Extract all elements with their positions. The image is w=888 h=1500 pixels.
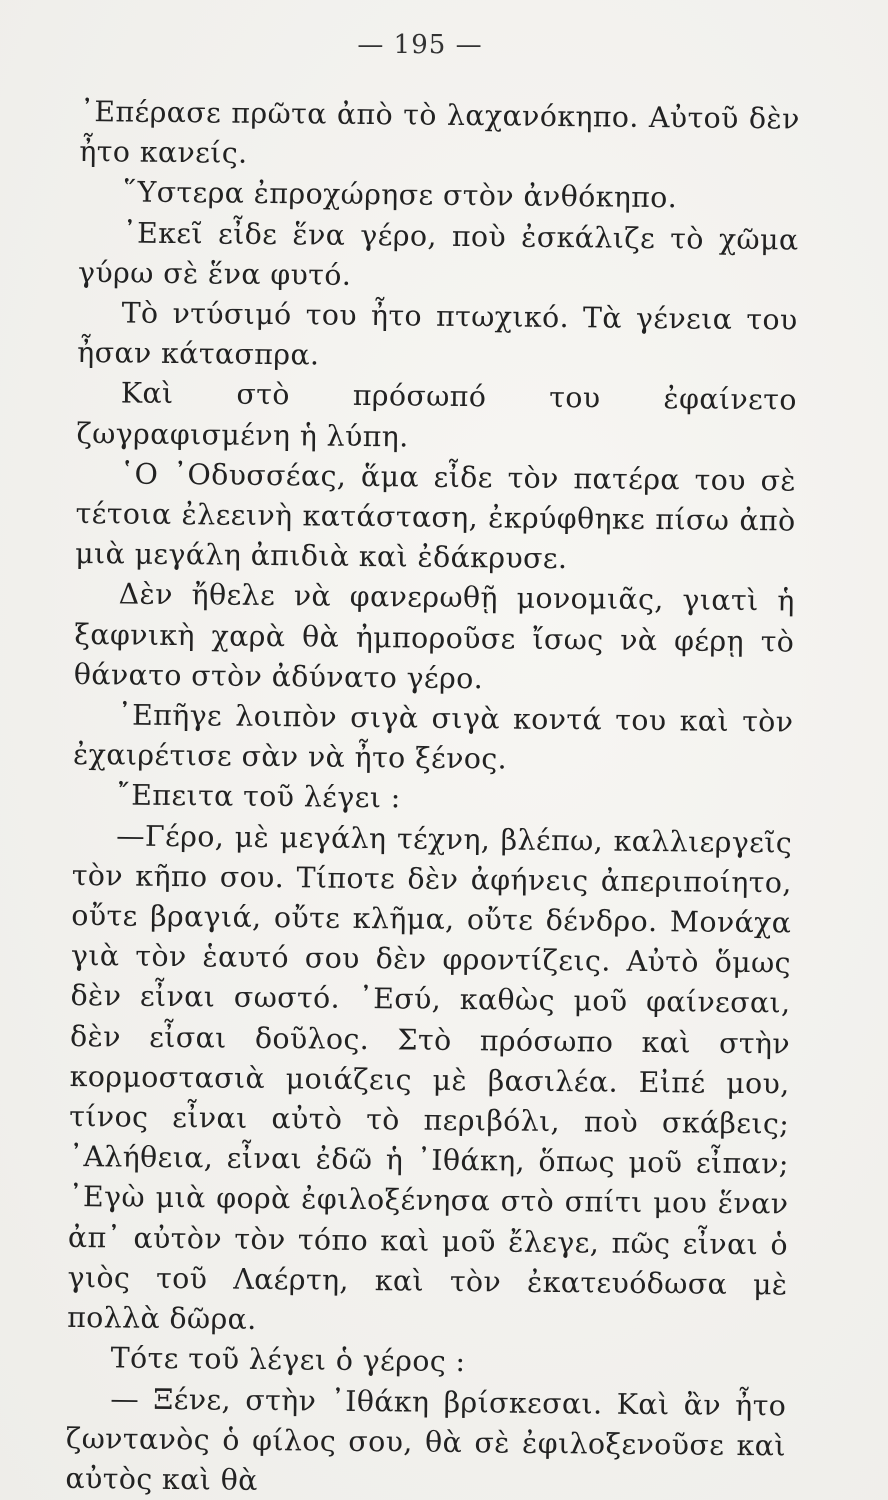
paragraph: ᾿Εκεῖ εἶδε ἕνα γέρο, ποὺ ἐσκάλιζε τὸ χῶμα γύρω σὲ ἕνα φυτό. bbox=[77, 216, 799, 292]
paragraph: Τότε τοῦ λέγει ὁ γέρος : bbox=[110, 1341, 466, 1379]
body-text bbox=[65, 92, 800, 1500]
page-number: — 195 — bbox=[357, 30, 483, 60]
paragraph: — Ξένε, στὴν ᾿Ιθάκη βρίσκεσαι. Καὶ ἂν ἦτο ζωντανὸς ὁ φίλος σου, θὰ σὲ ἐφιλοξενοῦσε καὶ αὐτὸς καὶ θὰ bbox=[65, 1381, 787, 1497]
paragraph: Τὸ ντύσιμό του ἦτο πτωχικό. Τὰ γένεια του ἦσαν κάτασπρα. bbox=[77, 296, 798, 372]
paragraph: —Γέρο, μὲ μεγάλη τέχνη, βλέπω, καλλιεργεῖς τὸν κῆπο σου. Τίποτε δὲν ἀφήνεις ἀπεριποίητο, οὔτε βραγιά, οὔτε κλῆμα, οὔτε δένδρο. Μονάχα γιὰ τὸν ἑαυτό σου δὲν φροντίζεις. Αὐτὸ ὅμως δὲν εἶναι σωστό. ᾿Εσύ, καθὼς μοῦ φαίνεσαι, δὲν εἶσαι δοῦλος. Στὸ πρόσωπο καὶ στὴν κορμοστασιὰ μοιάζεις μὲ βασιλέα. Εἰπέ μου, τίνος εἶναι αὐτὸ τὸ περιβόλι, ποὺ σκάβεις; ᾿Αλήθεια, εἶναι ἐδῶ ἡ ᾿Ιθάκη, ὅπως μοῦ εἶπαν; ᾿Εγὼ μιὰ φορὰ ἐφιλοξένησα στὸ σπίτι μου ἕναν ἀπ᾿ αὐτὸν τὸν τόπο καὶ μοῦ ἔλεγε, πῶς εἶναι ὁ γιὸς τοῦ Λαέρτη, καὶ τὸν ἐκατευόδωσα μὲ πολλὰ δῶρα. bbox=[66, 819, 793, 1337]
paragraph: ῎Επειτα τοῦ λέγει : bbox=[116, 778, 401, 815]
paragraph: Καὶ στὸ πρόσωπό του ἐφαίνετο ζωγραφισμένη ἡ λύπη. bbox=[76, 376, 797, 454]
paragraph: Δὲν ἤθελε νὰ φανερωθῇ μονομιᾶς, γιατὶ ἡ ξαφνικὴ χαρὰ θὰ ἠμποροῦσε ἴσως νὰ φέρῃ τὸ θάνατο στὸν ἀδύνατο γέρο. bbox=[73, 577, 795, 696]
paragraph: ᾿Επέρασε πρῶτα ἀπὸ τὸ λαχανόκηπο. Αὐτοῦ δὲν ἦτο κανείς. bbox=[79, 94, 800, 170]
paragraph: ᾿Επῆγε λοιπὸν σιγὰ σιγὰ κοντά του καὶ τὸν ἐχαιρέτισε σὰν νὰ ἦτο ξένος. bbox=[72, 698, 794, 776]
paragraph: ῞Υστερα ἐπροχώρησε στὸν ἀνθόκηπο. bbox=[122, 175, 678, 215]
paragraph: ῾Ο ᾿Οδυσσέας, ἅμα εἶδε τὸν πατέρα του σὲ τέτοια ἐλεεινὴ κατάσταση, ἐκρύφθηκε πίσω ἀπὸ μιὰ μεγάλη ἀπιδιὰ καὶ ἐδάκρυσε. bbox=[74, 457, 797, 576]
